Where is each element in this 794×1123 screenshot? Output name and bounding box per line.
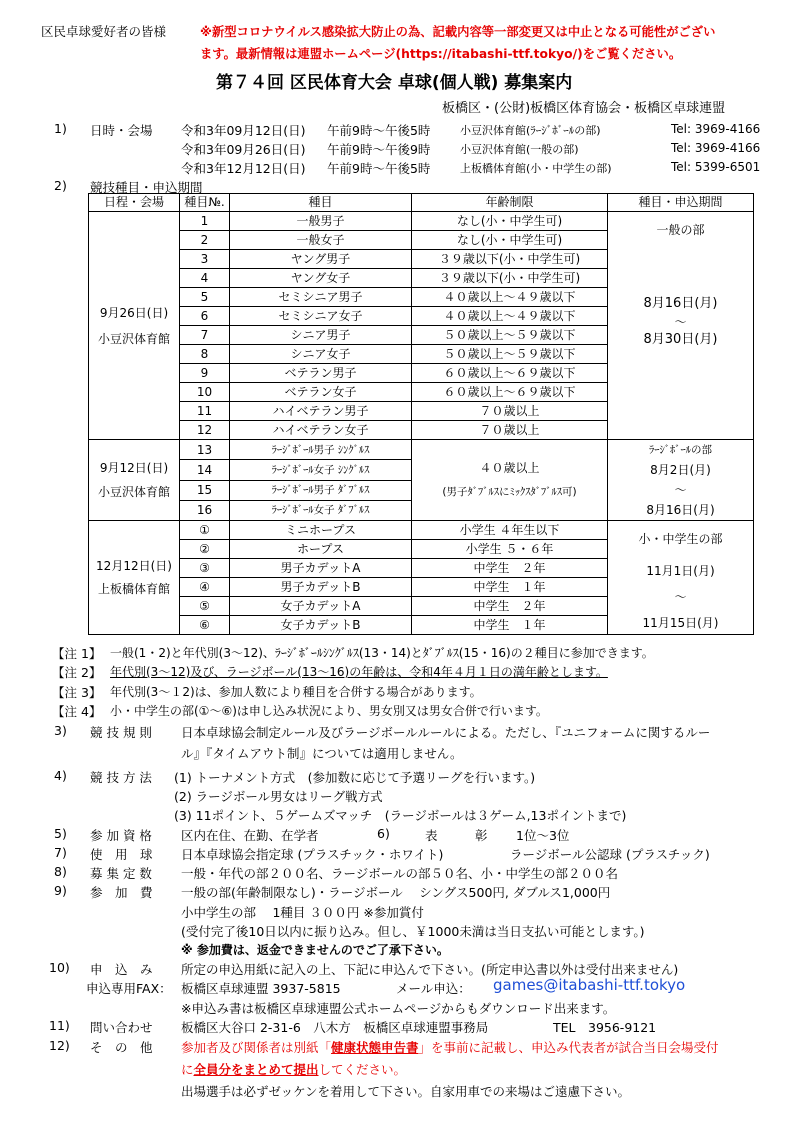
group-schedule-cell: [89, 212, 180, 440]
column-header: 年齢制限: [412, 194, 608, 212]
events-table: [88, 193, 754, 635]
item-number: 2): [54, 178, 67, 193]
event-name: 女子カデットB: [230, 616, 412, 635]
event-no: 11: [180, 402, 230, 421]
method-text: (2) ラージボール男女はリーグ戦方式: [174, 789, 383, 804]
column-header: 種目・申込期間: [608, 194, 754, 212]
event-no: 2: [180, 231, 230, 250]
event-name: 一般女子: [230, 231, 412, 250]
item-number: 10): [49, 960, 70, 975]
event-no: 13: [180, 440, 230, 460]
event-age: ４０歳以上～４９歳以下: [412, 288, 608, 307]
event-no: 7: [180, 326, 230, 345]
award-label: 表 彰: [425, 828, 488, 843]
ball-text-large: ラージボール公認球 (プラスチック): [510, 847, 710, 862]
capacity-label: 募 集 定 数: [90, 866, 152, 881]
item-number: 5): [54, 826, 67, 841]
column-header: 日程・会場: [89, 194, 180, 212]
event-age: ３９歳以下(小・中学生可): [412, 250, 608, 269]
other-text-line1: [181, 1038, 719, 1056]
other-text-line2: [181, 1060, 406, 1078]
event-no: ⑤: [180, 597, 230, 616]
column-header: 種目№.: [180, 194, 230, 212]
group-venue: 小豆沢体育館: [97, 485, 170, 499]
item-number: 9): [54, 883, 67, 898]
event-name: セミシニア男子: [230, 288, 412, 307]
other-text: 出場選手は必ずゼッケンを着用して下さい。自家用車での来場はご遠慮下さい。: [181, 1084, 631, 1099]
table-header-row: [89, 194, 754, 212]
group-period-cell: [608, 440, 754, 521]
tilde: ～: [674, 315, 687, 329]
note-text: 一般(1・2)と年代別(3～12)、ﾗｰｼﾞﾎﾞｰﾙｼﾝｸﾞﾙｽ(13・14)とﾀﾞﾌﾞﾙｽ(15・16)の２種目に参加できます。: [110, 646, 654, 660]
event-no: 16: [180, 500, 230, 520]
period-label: 小・中学生の部: [638, 532, 723, 546]
table-row: [89, 440, 754, 460]
item-number: 1): [54, 121, 67, 136]
other-label: そ の 他: [90, 1040, 153, 1055]
capacity-text: 一般・年代の部２００名、ラージボールの部５０名、小・中学生の部２００名: [181, 866, 619, 881]
event-age: 小学生 ４年生以下: [412, 521, 608, 540]
period-end: 8月30日(月): [643, 332, 718, 347]
page-title: 第７４回 区民体育大会 卓球(個人戦) 募集案内: [216, 73, 573, 93]
note-text: 小・中学生の部(①～⑥)は申し込み状況により、男女別又は男女合併で行います。: [110, 704, 548, 718]
schedule-date: 令和3年09月12日(日): [181, 123, 306, 138]
method-text: (3) 11ポイント、５ゲームズマッチ (ラージボールは３ゲーム,13ポイントまで): [174, 808, 627, 823]
contact-label: 問い合わせ: [90, 1020, 153, 1035]
eligibility-text: 区内在住、在勤、在学者: [181, 828, 319, 843]
event-age: 小学生 ５・６年: [412, 540, 608, 559]
event-no: 10: [180, 383, 230, 402]
schedule-tel: Tel: 3969-4166: [671, 141, 761, 155]
schedule-venue: 小豆沢体育館(一般の部): [460, 143, 579, 156]
other-text: に: [181, 1062, 194, 1077]
table-row: [89, 212, 754, 231]
event-no: ④: [180, 578, 230, 597]
schedule-tel: Tel: 5399-6501: [671, 160, 761, 174]
group-venue: 小豆沢体育館: [97, 331, 170, 346]
events-label: 競技種目・申込期間: [90, 180, 203, 195]
event-name: ﾗｰｼﾞﾎﾞｰﾙ女子 ﾀﾞﾌﾞﾙｽ: [230, 500, 412, 520]
schedule-time: 午前9時～午後5時: [327, 123, 431, 138]
item-number: 4): [54, 768, 67, 783]
fee-text: 一般の部(年齢制限なし)・ラージボール シングス500円, ダブルス1,000円: [181, 885, 611, 900]
note-text: 年代別(3～12)及び、ラージボール(13～16)の年齢は、令和4年４月１日の満年齢とします。: [110, 665, 608, 679]
event-name: ハイベテラン男子: [230, 402, 412, 421]
group-period-cell: [608, 212, 754, 440]
item-number: 3): [54, 723, 67, 738]
other-text: してください。: [318, 1062, 407, 1077]
method-label: 競 技 方 法: [90, 770, 152, 785]
note-tag: 【注 2】: [52, 665, 102, 680]
apply-label: 申 込 み: [90, 962, 153, 977]
event-age-value: ４０歳以上: [479, 461, 540, 475]
event-age: 中学生 １年: [412, 616, 608, 635]
schedule-venue: 小豆沢体育館(ﾗｰｼﾞﾎﾞｰﾙの部): [460, 124, 601, 137]
event-name: セミシニア女子: [230, 307, 412, 326]
item-number: 11): [49, 1018, 70, 1033]
covid-notice-line2: ます。最新情報は連盟ホームページ(https://itabashi-ttf.tokyo/)をご覧ください。: [200, 47, 682, 61]
period-end: 8月16日(月): [646, 503, 715, 517]
event-age: ４０歳以上～４９歳以下: [412, 307, 608, 326]
submit-all-note: 全員分をまとめて提出: [193, 1062, 319, 1077]
event-age: ５０歳以上～５９歳以下: [412, 326, 608, 345]
event-name: ﾗｰｼﾞﾎﾞｰﾙ女子 ｼﾝｸﾞﾙｽ: [230, 460, 412, 480]
fee-text: 小中学生の部 1種目 ３００円 ※参加賞付: [181, 905, 424, 920]
event-no: 14: [180, 460, 230, 480]
event-no: 3: [180, 250, 230, 269]
event-name: ハイベテラン女子: [230, 421, 412, 440]
event-age: ７０歳以上: [412, 421, 608, 440]
period-end: 11月15日(月): [642, 616, 719, 630]
event-age: ７０歳以上: [412, 402, 608, 421]
schedule-label: 日時・会場: [90, 123, 153, 138]
covid-notice-line1: ※新型コロナウイルス感染拡大防止の為、記載内容等一部変更又は中止となる可能性がござい: [200, 25, 716, 39]
schedule-date: 令和3年09月26日(日): [181, 142, 306, 157]
fax-number: 板橋区卓球連盟 3937-5815: [181, 981, 341, 996]
schedule-time: 午前9時～午後5時: [327, 161, 431, 176]
event-age: ６０歳以上～６９歳以下: [412, 364, 608, 383]
note-tag: 【注 4】: [52, 704, 102, 719]
schedule-venue: 上板橋体育館(小・中学生の部): [460, 162, 612, 175]
rules-label: 競 技 規 則: [90, 725, 152, 740]
period-label: ﾗｰｼﾞﾎﾞｰﾙの部: [649, 444, 712, 456]
note-tag: 【注 3】: [52, 685, 102, 700]
tilde: ～: [674, 483, 687, 497]
group-date: 12月12日(日): [96, 559, 172, 573]
item-number: 7): [54, 845, 67, 860]
item-number: 8): [54, 864, 67, 879]
organizer: 板橋区・(公財)板橋区体育協会・板橋区卓球連盟: [442, 101, 726, 116]
event-no: 5: [180, 288, 230, 307]
period-start: 11月1日(月): [646, 564, 715, 578]
schedule-tel: Tel: 3969-4166: [671, 122, 761, 136]
event-name: ベテラン女子: [230, 383, 412, 402]
rules-text: ル』『タイムアウト制』については適用しません。: [181, 746, 463, 761]
schedule-time: 午前9時～午後9時: [327, 142, 431, 157]
schedule-date: 令和3年12月12日(日): [181, 161, 306, 176]
health-form-name: 健康状態申告書: [331, 1040, 419, 1055]
mail-address-link[interactable]: games@itabashi-ttf.tokyo: [493, 976, 686, 994]
apply-download-note: ※申込み書は板橋区卓球連盟公式ホームページからもダウンロード出来ます。: [181, 1001, 616, 1016]
contact-tel: TEL 3956-9121: [553, 1020, 657, 1035]
mail-label: メール申込：: [396, 981, 471, 996]
event-age-note: (男子ﾀﾞﾌﾞﾙｽにﾐｯｸｽﾀﾞﾌﾞﾙｽ可): [442, 486, 577, 498]
event-age: ５０歳以上～５９歳以下: [412, 345, 608, 364]
event-no: 1: [180, 212, 230, 231]
event-age: 中学生 １年: [412, 578, 608, 597]
greeting: 区民卓球愛好者の皆様: [41, 24, 167, 39]
event-no: 4: [180, 269, 230, 288]
fee-label: 参 加 費: [90, 885, 153, 900]
event-no: ②: [180, 540, 230, 559]
event-name: ミニホープス: [230, 521, 412, 540]
other-text: 参加者及び関係者は別紙「: [181, 1040, 332, 1055]
event-name: 女子カデットA: [230, 597, 412, 616]
event-name: シニア女子: [230, 345, 412, 364]
event-age: なし(小・中学生可): [412, 231, 608, 250]
tilde: ～: [674, 590, 687, 604]
apply-text: 所定の申込用紙に記入の上、下記に申込んで下さい。(所定申込書以外は受付出来ません): [181, 962, 679, 977]
event-no: 6: [180, 307, 230, 326]
event-age: ３９歳以下(小・中学生可): [412, 269, 608, 288]
method-text: (1) トーナメント方式 (参加数に応じて予選リーグを行います。): [174, 770, 536, 785]
event-name: ﾗｰｼﾞﾎﾞｰﾙ男子 ｼﾝｸﾞﾙｽ: [230, 440, 412, 460]
event-age: ６０歳以上～６９歳以下: [412, 383, 608, 402]
group-date: 9月12日(日): [99, 461, 169, 475]
item-number: 6): [377, 826, 390, 841]
event-age: 中学生 ２年: [412, 597, 608, 616]
event-no: 8: [180, 345, 230, 364]
event-no: ③: [180, 559, 230, 578]
fee-text: (受付完了後10日以内に振り込み。但し、￥1000未満は当日支払い可能とします。): [181, 924, 645, 939]
event-name: 一般男子: [230, 212, 412, 231]
table-row: [89, 521, 754, 540]
event-no: 12: [180, 421, 230, 440]
other-text: 」を事前に記載し、申込み代表者が試合当日会場受付: [418, 1040, 719, 1055]
event-age: なし(小・中学生可): [412, 212, 608, 231]
fax-label: 申込専用FAX：: [86, 981, 172, 996]
note-tag: 【注 1】: [52, 646, 102, 661]
event-name: ホープス: [230, 540, 412, 559]
event-name: シニア男子: [230, 326, 412, 345]
item-number: 12): [49, 1038, 70, 1053]
group-period-cell: [608, 521, 754, 635]
event-name: 男子カデットB: [230, 578, 412, 597]
ball-label: 使 用 球: [90, 847, 153, 862]
event-name: ベテラン男子: [230, 364, 412, 383]
group-date: 9月26日(日): [99, 305, 169, 320]
event-no: ⑥: [180, 616, 230, 635]
event-name: ヤング男子: [230, 250, 412, 269]
event-age: 中学生 ２年: [412, 559, 608, 578]
group-venue: 上板橋体育館: [97, 582, 170, 596]
rules-text: 日本卓球協会制定ルール及びラージボールルールによる。ただし、『ユニフォームに関するルー: [181, 725, 711, 740]
contact-text: 板橋区大谷口 2-31-6 八木方 板橋区卓球連盟事務局: [181, 1020, 489, 1035]
event-no: ①: [180, 521, 230, 540]
ball-text: 日本卓球協会指定球 (プラスチック・ホワイト): [181, 847, 444, 862]
event-name: ヤング女子: [230, 269, 412, 288]
group-schedule-cell: [89, 521, 180, 635]
event-name: ﾗｰｼﾞﾎﾞｰﾙ男子 ﾀﾞﾌﾞﾙｽ: [230, 480, 412, 500]
fee-refund-note: ※ 参加費は、返金できませんのでご了承下さい。: [181, 943, 449, 957]
event-age: [412, 440, 608, 521]
event-name: 男子カデットA: [230, 559, 412, 578]
column-header: 種目: [230, 194, 412, 212]
period-start: 8月16日(月): [643, 296, 718, 311]
group-schedule-cell: [89, 440, 180, 521]
period-label: 一般の部: [656, 223, 705, 237]
period-start: 8月2日(月): [650, 463, 711, 477]
eligibility-label: 参 加 資 格: [90, 828, 152, 843]
event-no: 15: [180, 480, 230, 500]
event-no: 9: [180, 364, 230, 383]
award-text: 1位～3位: [516, 828, 570, 843]
note-text: 年代別(3～１2)は、参加人数により種目を合併する場合があります。: [110, 685, 482, 699]
